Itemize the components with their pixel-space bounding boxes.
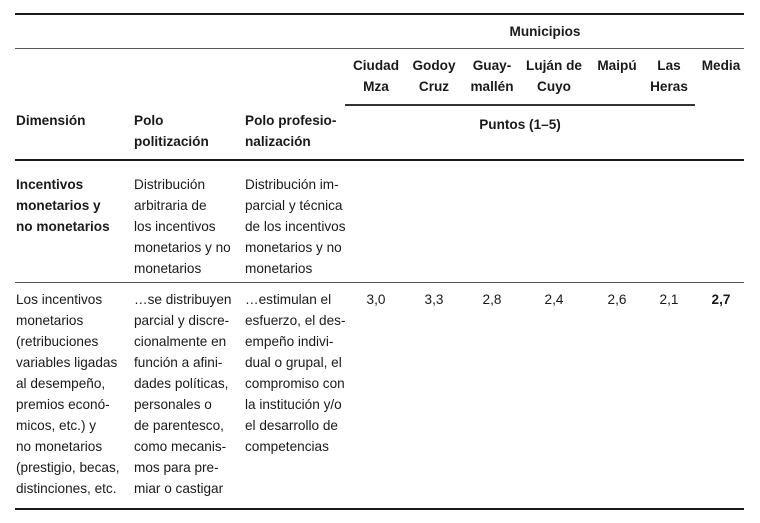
row-polo-profesionalizacion: …estimulan el esfuerzo, el des- empeño indivi- dual o grupal, el compromiso con la institución y/o el desarrollo de competencias [245,292,346,454]
value-guaymallen: 2,8 [482,292,502,307]
value-ciudad-mza: 3,0 [366,292,386,307]
col-header-las-heras: Las Heras [650,58,688,94]
puntos-rule [345,104,695,106]
col-header-media: Media [701,58,741,73]
row-dimension: Los incentivos monetarios (retribuciones variables ligadas al desempeño, premios econó- micos, etc.) y no monetarios (prestigio, becas, distinciones, etc. [16,292,120,496]
col-header-dimension: Dimensión [16,113,86,128]
puntos-header: Puntos (1–5) [479,117,561,132]
row-rule [15,282,744,283]
section-polo-profesionalizacion: Distribución im- parcial y técnica de los incentivos monetarios y no monetarios [245,177,346,276]
section-rule [15,159,744,161]
col-header-polo-profesionalizacion: Polo profesio- nalización [245,113,337,149]
value-maipu: 2,6 [607,292,627,307]
top-rule [15,13,744,15]
col-header-lujan-de-cuyo: Luján de Cuyo [526,58,582,94]
col-header-guaymallen: Guay- mallén [470,58,514,94]
col-header-ciudad-mza: Ciudad Mza [352,58,400,94]
header-rule [15,48,744,49]
row-polo-politizacion: …se distribuyen parcial y discre- cionalmente en función a afini- dades políticas, personales o de parentesco, como mecanis- mos para pre- miar o castigar [134,292,232,496]
col-header-godoy-cruz: Godoy Cruz [412,58,456,94]
value-las-heras: 2,1 [659,292,679,307]
value-lujan-de-cuyo: 2,4 [544,292,564,307]
bottom-rule [15,508,744,510]
section-dimension: Incentivos monetarios y no monetarios [16,177,110,234]
col-header-maipu: Maipú [597,58,637,73]
section-polo-politizacion: Distribución arbitraria de los incentivos monetarios y no monetarios [134,177,231,276]
col-header-polo-politizacion: Polo politización [134,113,209,149]
value-media: 2,7 [711,292,731,307]
value-godoy-cruz: 3,3 [424,292,444,307]
municipios-header: Municipios [509,24,581,39]
